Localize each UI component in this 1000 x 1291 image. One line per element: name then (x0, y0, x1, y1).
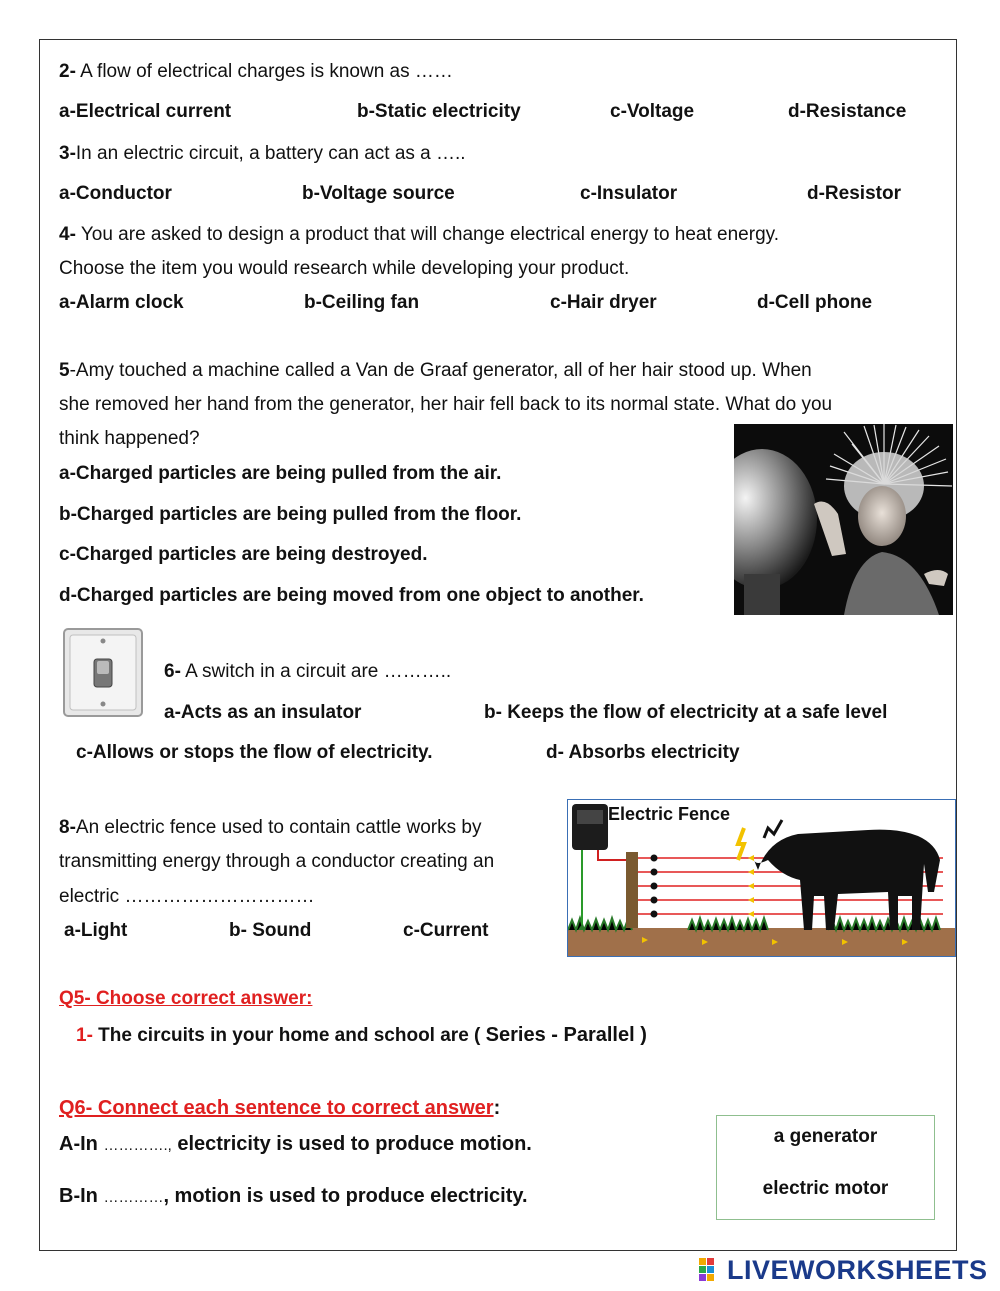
liveworksheets-logo-icon (698, 1257, 724, 1283)
q6-option-a[interactable]: a-Acts as an insulator (164, 702, 362, 723)
q5-option-c[interactable]: c-Charged particles are being destroyed. (59, 544, 428, 565)
q8-line3: electric ………………………… (59, 886, 315, 907)
question-3 (59, 142, 466, 166)
q5-item-choices[interactable]: Series - Parallel ) (485, 1024, 647, 1046)
q5-item-number: 1- (76, 1025, 93, 1046)
q6-option-c[interactable]: c-Allows or stops the flow of electricity. (76, 742, 433, 763)
q5-item-text: The circuits in your home and school are ( (92, 1025, 486, 1046)
question-2 (59, 60, 453, 84)
q4-option-b[interactable]: b-Ceiling fan (304, 292, 420, 313)
question-4-line-1 (59, 223, 779, 247)
q5-line2: she removed her hand from the generator, her hair fell back to its normal state. What do you (59, 394, 833, 415)
connect-sentence-b[interactable] (59, 1184, 528, 1210)
q3-text: In an electric circuit, a battery can act as a ….. (75, 143, 466, 164)
section-q6-colon: : (493, 1097, 501, 1119)
q3-option-b[interactable]: b-Voltage source (302, 183, 455, 204)
q2-number: 2- (59, 61, 76, 82)
q2-text: A flow of electrical charges is known as …… (75, 61, 453, 82)
q2-option-d[interactable]: d-Resistance (788, 101, 907, 122)
q5-line1: -Amy touched a machine called a Van de Graaf generator, all of her hair stood up. When (69, 360, 812, 381)
van-de-graaf-photo (734, 424, 953, 615)
fence-diagram-title: Electric Fence (608, 804, 731, 824)
question-5-line-1 (59, 359, 812, 383)
q3-option-d[interactable]: d-Resistor (807, 183, 901, 204)
q2-option-c[interactable]: c-Voltage (610, 101, 695, 122)
answer-electric-motor[interactable]: electric motor (762, 1178, 889, 1199)
section-q5-item-1 (76, 1023, 647, 1048)
section-q6-heading-line (59, 1096, 500, 1120)
q4-line1: You are asked to design a product that will change electrical energy to heat energy. (75, 224, 780, 245)
q4-option-d[interactable]: d-Cell phone (757, 292, 873, 313)
q8-line2: transmitting energy through a conductor creating an (59, 851, 495, 872)
q8-option-c[interactable]: c-Current (403, 920, 489, 941)
sentence-a-blank[interactable]: …………., (103, 1137, 172, 1154)
sentence-b-prefix: B-In (59, 1185, 104, 1207)
q3-option-c[interactable]: c-Insulator (580, 183, 678, 204)
q5-line3: think happened? (59, 428, 200, 449)
q4-line2: Choose the item you would research while developing your product. (59, 258, 630, 279)
q6-option-d[interactable]: d- Absorbs electricity (546, 742, 740, 763)
q4-option-a[interactable]: a-Alarm clock (59, 292, 184, 313)
connect-sentence-a[interactable] (59, 1132, 532, 1158)
q5-option-b[interactable]: b-Charged particles are being pulled from the floor. (59, 504, 522, 525)
q3-option-a[interactable]: a-Conductor (59, 183, 172, 204)
q2-option-a[interactable]: a-Electrical current (59, 101, 232, 122)
light-switch-image (62, 627, 144, 718)
sentence-b-text: , motion is used to produce electricity. (163, 1185, 528, 1207)
q5-option-d[interactable]: d-Charged particles are being moved from one object to another. (59, 585, 644, 606)
q3-number: 3- (59, 143, 76, 164)
q6-option-b[interactable]: b- Keeps the flow of electricity at a safe level (484, 702, 888, 723)
q8-option-a[interactable]: a-Light (64, 920, 128, 941)
sentence-a-prefix: A-In (59, 1133, 104, 1155)
q4-number: 4- (59, 224, 76, 245)
q5-number: 5 (59, 360, 70, 381)
section-q6-heading: Q6- Connect each sentence to correct answer (59, 1097, 494, 1119)
electric-fence-diagram (567, 799, 956, 957)
sentence-a-text: electricity is used to produce motion. (171, 1133, 532, 1155)
q5-option-a[interactable]: a-Charged particles are being pulled from the air. (59, 463, 502, 484)
worksheet-frame (39, 39, 957, 1251)
q6-text: A switch in a circuit are ……….. (180, 661, 452, 682)
q2-option-b[interactable]: b-Static electricity (357, 101, 521, 122)
answer-a-generator[interactable]: a generator (773, 1126, 878, 1147)
section-q5-heading: Q5- Choose correct answer: (59, 988, 313, 1009)
q8-option-b[interactable]: b- Sound (229, 920, 312, 941)
q6-number: 6- (164, 661, 181, 682)
liveworksheets-logo[interactable] (698, 1255, 988, 1285)
q8-line1: An electric fence used to contain cattle works by (75, 817, 482, 838)
logo-text: LIVEWORKSHEETS (727, 1254, 988, 1285)
sentence-b-blank[interactable]: ………… (103, 1189, 164, 1206)
q4-option-c[interactable]: c-Hair dryer (550, 292, 657, 313)
question-8-line-1 (59, 816, 481, 840)
q8-number: 8- (59, 817, 76, 838)
question-6 (164, 660, 451, 684)
